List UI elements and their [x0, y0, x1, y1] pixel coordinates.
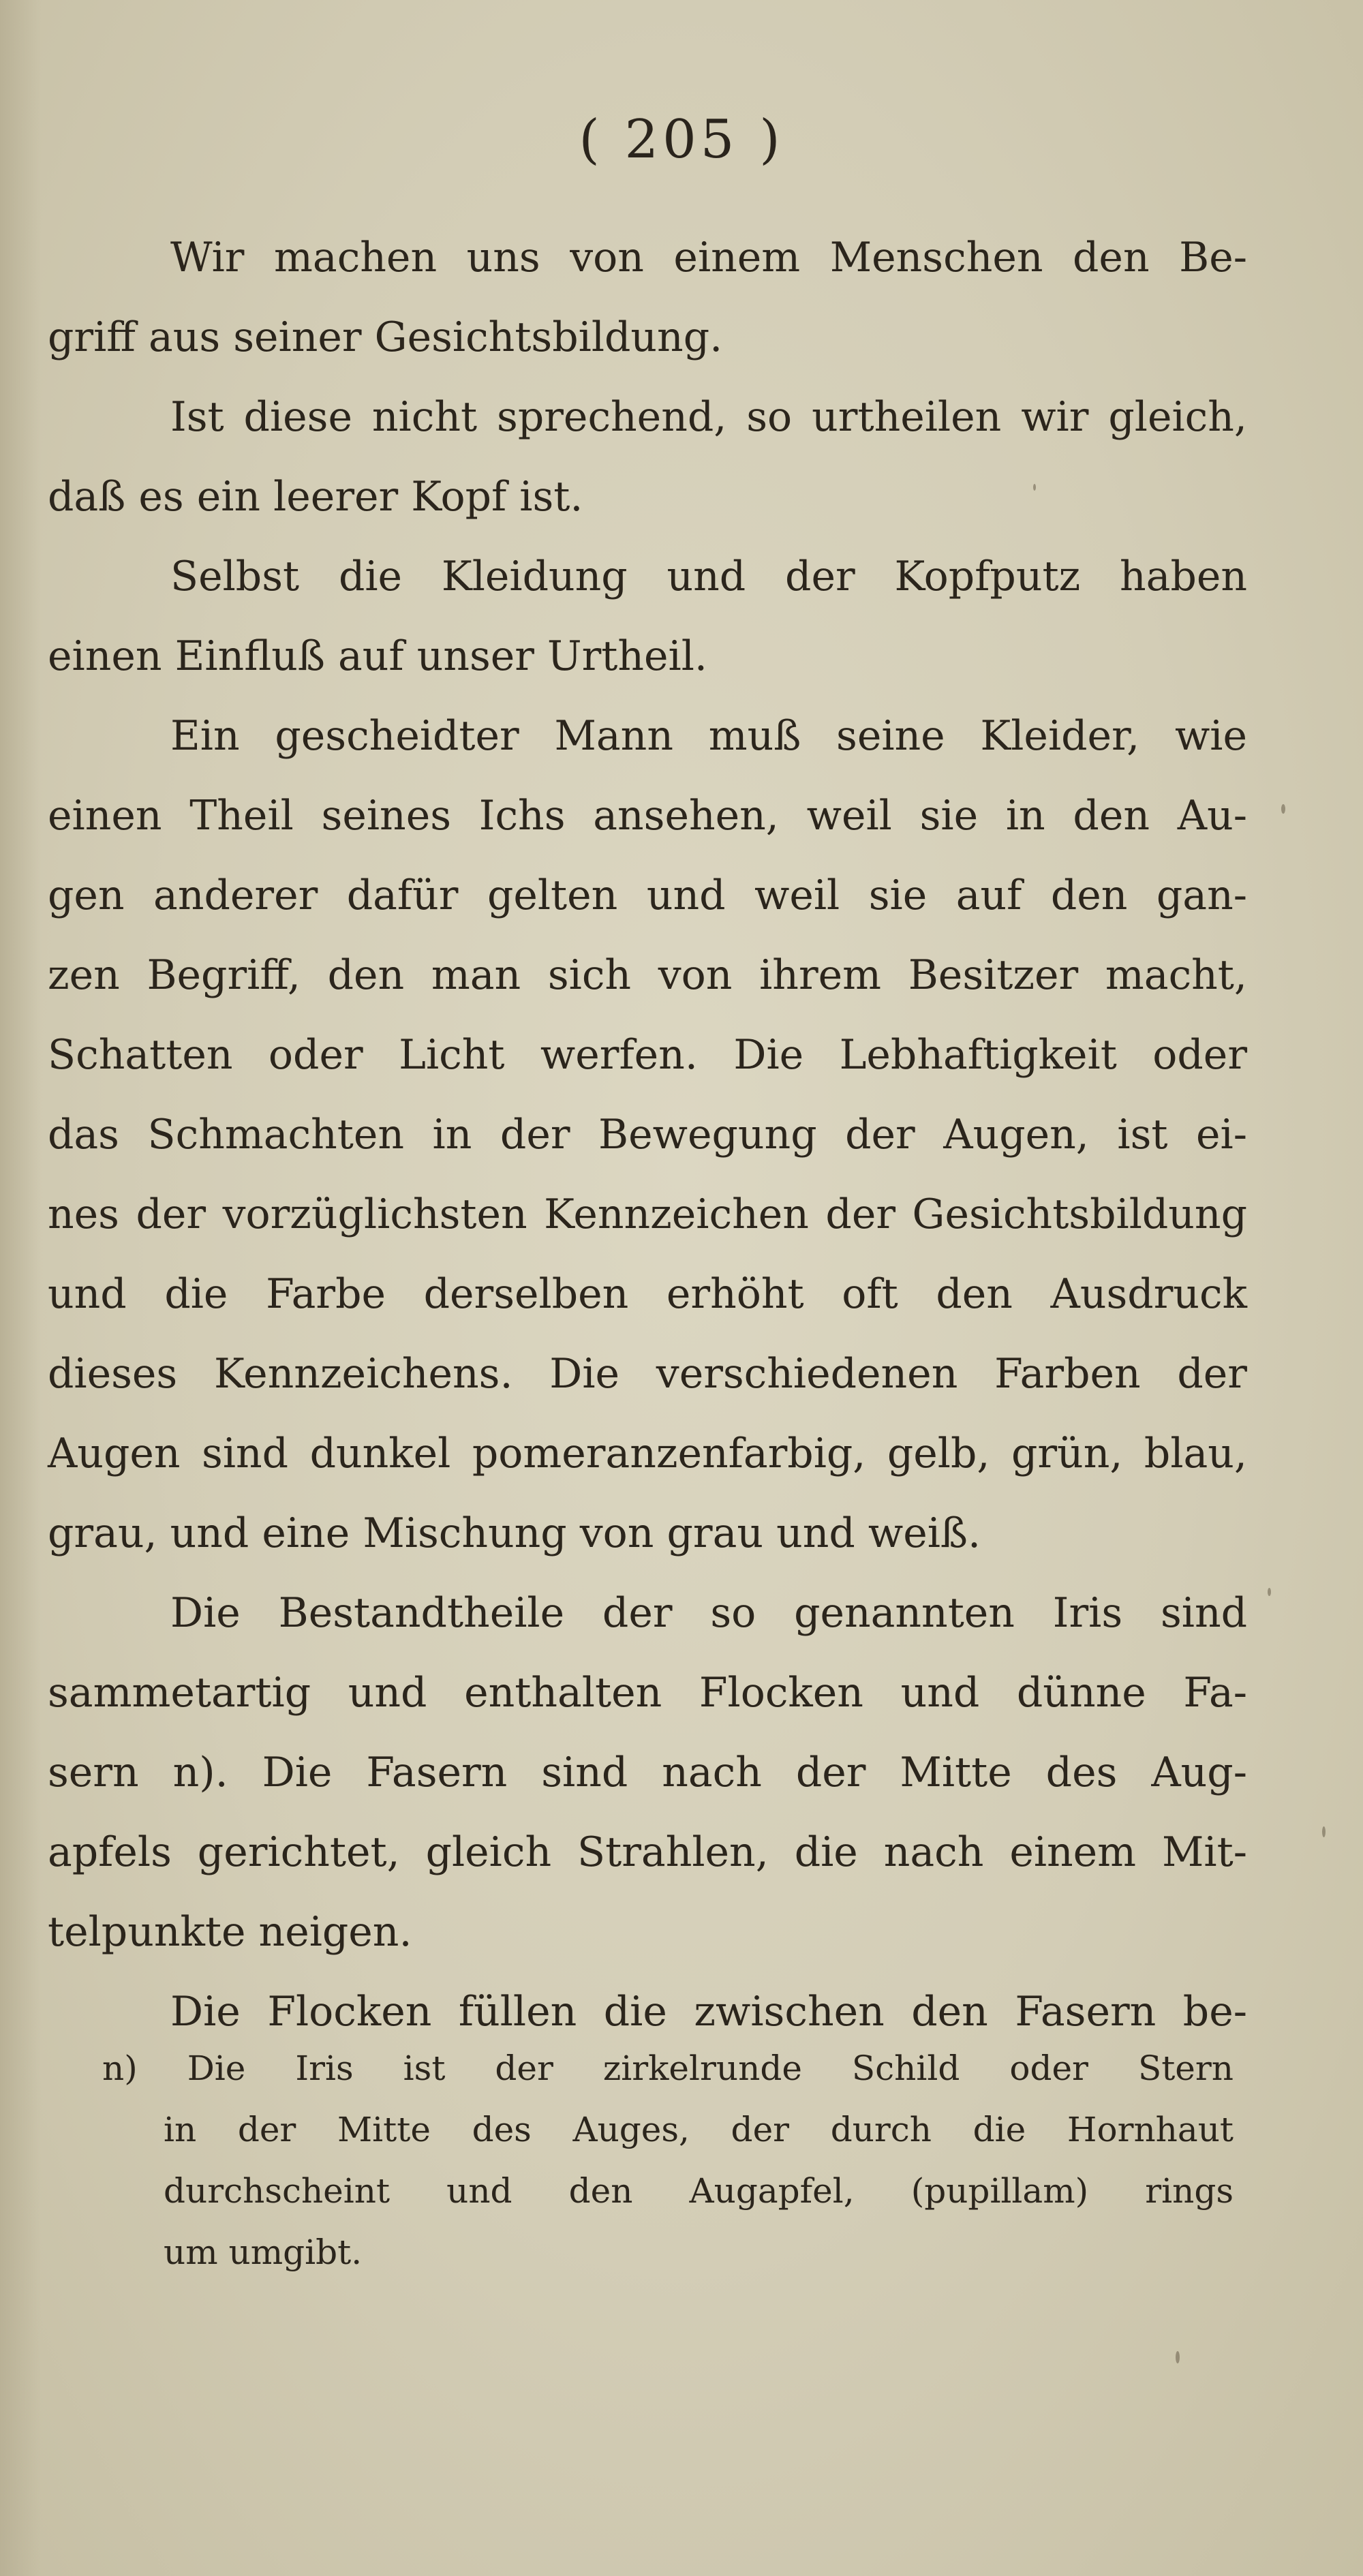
- text-line: Ist diese nicht sprechend, so urtheilen wir gleich,: [170, 393, 1247, 441]
- text-line: sern n). Die Fasern sind nach der Mitte des Aug-: [48, 1749, 1247, 1796]
- footnote-line: um umgibt.: [164, 2233, 363, 2272]
- body-text: [48, 218, 1247, 2052]
- paragraph: [48, 696, 1247, 1574]
- text-line: Die Flocken füllen die zwischen den Fasern be-: [170, 1988, 1247, 2036]
- text-line: apfels gerichtet, gleich Strahlen, die nach einem Mit-: [48, 1828, 1247, 1876]
- text-line: sammetartig und enthalten Flocken und dünne Fa-: [48, 1669, 1247, 1717]
- text-line: daß es ein leerer Kopf ist.: [48, 473, 583, 521]
- text-line: zen Begriff, den man sich von ihrem Besitzer macht,: [48, 951, 1247, 999]
- text-line: nes der vorzüglichsten Kennzeichen der Gesichtsbildung: [48, 1191, 1247, 1238]
- text-line: Wir machen uns von einem Menschen den Be-: [170, 234, 1247, 281]
- text-line: grau, und eine Mischung von grau und weiß.: [48, 1509, 981, 1557]
- footnote: [102, 2038, 1234, 2283]
- page-edge-shadow: [0, 0, 41, 2576]
- paragraph: [48, 537, 1247, 696]
- text-line: Schatten oder Licht werfen. Die Lebhaftigkeit oder: [48, 1031, 1247, 1079]
- text-line: gen anderer dafür gelten und weil sie auf den gan-: [48, 872, 1247, 919]
- text-line: das Schmachten in der Bewegung der Augen, ist ei-: [48, 1111, 1247, 1159]
- paper-speck: [1281, 804, 1285, 814]
- paragraph: [48, 1574, 1247, 1972]
- paper-speck: [1176, 2351, 1180, 2363]
- text-line: einen Einfluß auf unser Urtheil.: [48, 632, 707, 680]
- page-number: ( 205 ): [579, 109, 784, 170]
- text-line: Augen sind dunkel pomeranzenfarbig, gelb, grün, blau,: [48, 1430, 1247, 1477]
- footnote-line: durchscheint und den Augapfel, (pupillam) rings: [164, 2171, 1234, 2211]
- text-line: einen Theil seines Ichs ansehen, weil sie in den Au-: [48, 792, 1247, 840]
- text-line: griff aus seiner Gesichtsbildung.: [48, 313, 723, 361]
- paragraph: [48, 218, 1247, 378]
- paper-speck: [1033, 484, 1036, 491]
- footnote-line: in der Mitte des Auges, der durch die Hornhaut: [164, 2110, 1234, 2149]
- paper-speck: [1268, 1588, 1271, 1596]
- text-line: Die Bestandtheile der so genannten Iris sind: [170, 1589, 1247, 1637]
- text-line: Ein gescheidter Mann muß seine Kleider, wie: [170, 712, 1247, 760]
- text-line: Selbst die Kleidung und der Kopfputz haben: [170, 553, 1247, 600]
- text-line: und die Farbe derselben erhöht oft den Ausdruck: [48, 1270, 1247, 1318]
- paper-speck: [1322, 1826, 1326, 1837]
- footnote-line: n) Die Iris ist der zirkelrunde Schild oder Stern: [102, 2049, 1234, 2088]
- text-line: dieses Kennzeichens. Die verschiedenen Farben der: [48, 1350, 1247, 1398]
- paragraph: [48, 378, 1247, 537]
- text-line: telpunkte neigen.: [48, 1908, 412, 1956]
